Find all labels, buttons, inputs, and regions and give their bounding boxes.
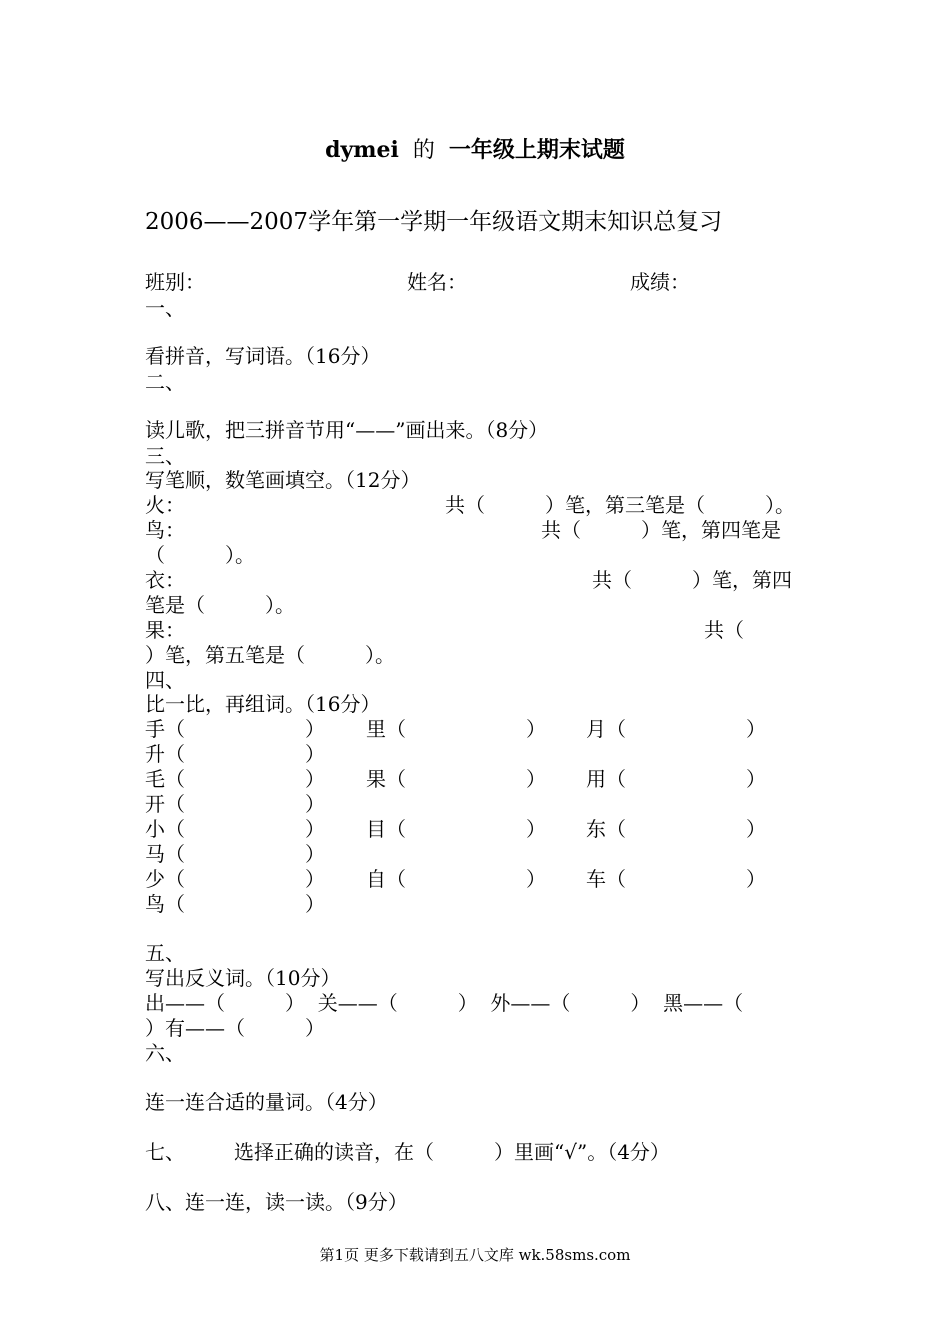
word-group-yue: 月（ ） <box>586 717 766 741</box>
stroke-fill-guo-cont: ）笔，第五笔是（ ）。 <box>145 643 395 667</box>
word-group-sheng: 升（ ） <box>145 742 325 766</box>
section-2-number: 二、 <box>145 370 185 394</box>
section-3-instruction: 写笔顺，数笔画填空。（12分） <box>145 468 421 492</box>
word-group-dong: 东（ ） <box>586 817 766 841</box>
word-group-guo: 果（ ） <box>366 767 546 791</box>
section-8-instruction: 八、连一连，读一读。（9分） <box>145 1190 408 1214</box>
section-6-number: 六、 <box>145 1041 185 1065</box>
section-4-instruction: 比一比，再组词。（16分） <box>145 692 381 716</box>
word-group-mu: 目（ ） <box>366 817 546 841</box>
word-group-che: 车（ ） <box>586 867 766 891</box>
title-main: 一年级上期末试题 <box>448 137 625 163</box>
section-7-number: 七、 <box>145 1140 185 1164</box>
stroke-char-huo: 火： <box>145 493 185 517</box>
word-group-kai: 开（ ） <box>145 792 325 816</box>
name-label: 姓名： <box>407 270 467 294</box>
class-label: 班别： <box>145 270 205 294</box>
score-label: 成绩： <box>630 270 690 294</box>
title-author: dymei <box>325 137 399 163</box>
word-group-shao: 少（ ） <box>145 867 325 891</box>
stroke-fill-huo: 共（ ）笔，第三笔是（ ）。 <box>445 493 795 517</box>
subtitle: 2006——2007学年第一学期一年级语文期末知识总复习 <box>145 209 723 235</box>
stroke-fill-yi: 共（ ）笔，第四 <box>592 568 792 592</box>
section-5-instruction: 写出反义词。（10分） <box>145 966 341 990</box>
section-3-number: 三、 <box>145 444 185 468</box>
stroke-fill-guo: 共（ <box>704 618 744 642</box>
antonym-line-2: ）有——（ ） <box>145 1016 325 1040</box>
page-title <box>0 136 950 165</box>
stroke-fill-niao-cont: （ ）。 <box>145 543 255 567</box>
word-group-yong: 用（ ） <box>586 767 766 791</box>
word-group-zi: 自（ ） <box>366 867 546 891</box>
stroke-fill-yi-cont: 笔是（ ）。 <box>145 593 295 617</box>
section-6-instruction: 连一连合适的量词。（4分） <box>145 1090 388 1114</box>
section-1-instruction: 看拼音，写词语。（16分） <box>145 344 381 368</box>
section-7-instruction: 选择正确的读音，在（ ）里画“√”。（4分） <box>234 1140 670 1164</box>
word-group-xiao: 小（ ） <box>145 817 325 841</box>
section-1-number: 一、 <box>145 296 185 320</box>
word-group-ma: 马（ ） <box>145 842 325 866</box>
section-5-number: 五、 <box>145 941 185 965</box>
stroke-fill-niao: 共（ ）笔，第四笔是 <box>541 518 781 542</box>
page-footer: 第1页 更多下载请到五八文库 wk.58sms.com <box>319 1246 631 1264</box>
section-2-instruction: 读儿歌，把三拼音节用“——”画出来。（8分） <box>145 418 549 442</box>
word-group-li: 里（ ） <box>366 717 546 741</box>
word-group-shou: 手（ ） <box>145 717 325 741</box>
word-group-mao: 毛（ ） <box>145 767 325 791</box>
stroke-char-guo: 果： <box>145 618 185 642</box>
stroke-char-niao: 鸟： <box>145 518 185 542</box>
stroke-char-yi: 衣： <box>145 568 185 592</box>
section-4-number: 四、 <box>145 668 185 692</box>
antonym-line-1: 出——（ ） 关——（ ） 外——（ ） 黑——（ <box>145 991 744 1015</box>
title-particle: 的 <box>412 138 435 163</box>
word-group-niao: 鸟（ ） <box>145 892 325 916</box>
